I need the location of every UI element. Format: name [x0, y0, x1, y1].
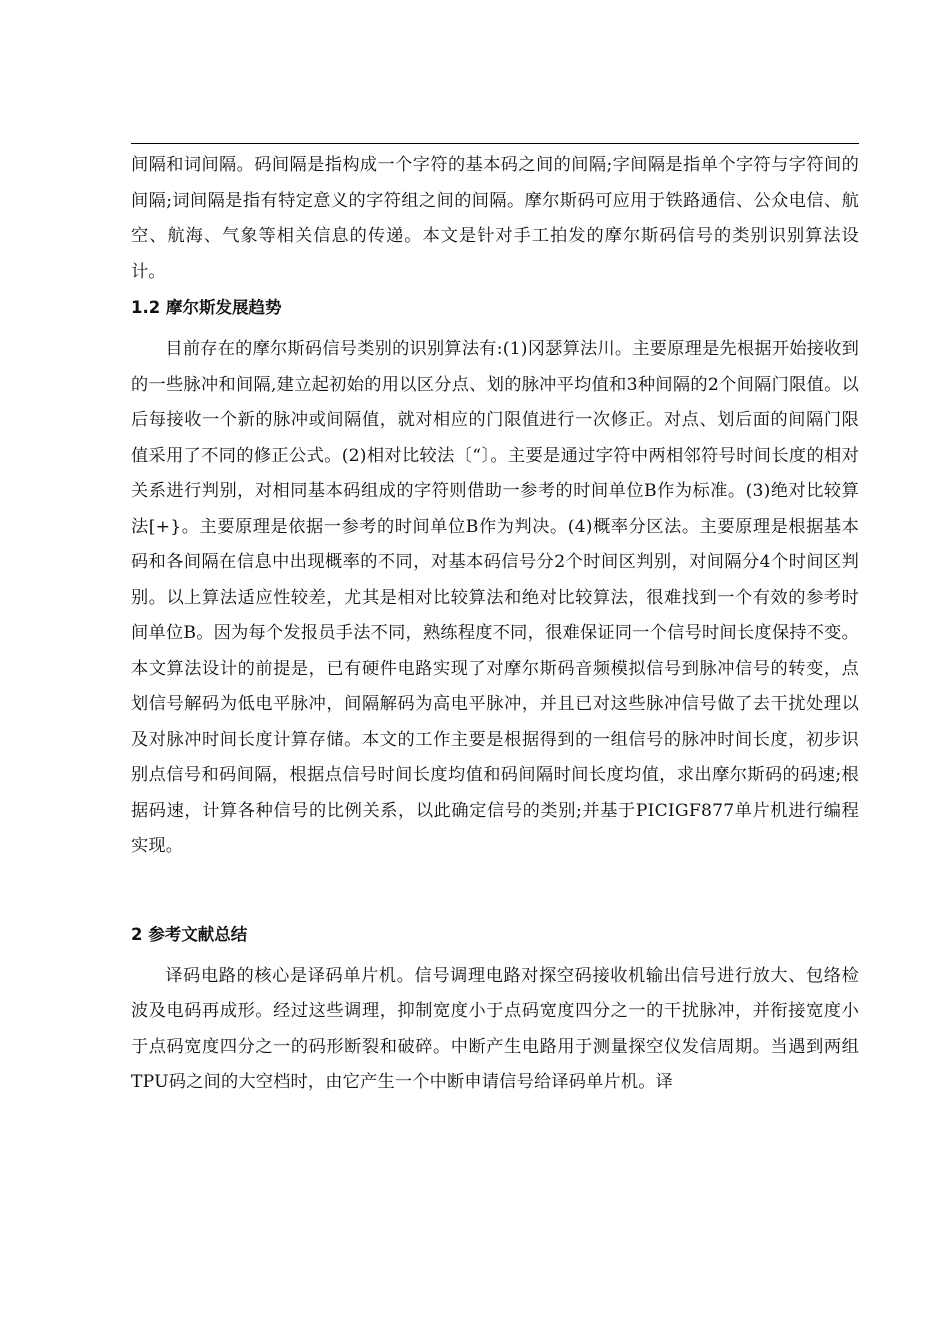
paragraph-decoder: 译码电路的核心是译码单片机。信号调理电路对探空码接收机输出信号进行放大、包络检波及电码再成形。经过这些调理，抑制宽度小于点码宽度四分之一的干扰脉冲，并衔接宽度小于点码宽度四分之一的码形断裂和破碎。中断产生电路用于测量探空仪发信周期。当遇到两组TPU码之间的大空档时，由它产生一个中断申请信号给译码单片机。译: [131, 965, 859, 1092]
paragraph-continued: 间隔和词间隔。码间隔是指构成一个字符的基本码之间的间隔;字间隔是指单个字符与字符间的间隔;词间隔是指有特定意义的字符组之间的间隔。摩尔斯码可应用于铁路通信、公众电信、航空、航海、气象等相关信息的传递。本文是针对手工拍发的摩尔斯码信号的类别识别算法设计。: [131, 155, 859, 282]
section-heading-1-2: 1.2 摩尔斯发展趋势: [131, 298, 282, 317]
section-heading-2: 2 参考文献总结: [131, 924, 248, 944]
paragraph-algorithms: 目前存在的摩尔斯码信号类别的识别算法有:(1)冈瑟算法川。主要原理是先根据开始接收到的一些脉冲和间隔,建立起初始的用以区分点、划的脉冲平均值和3种间隔的2个间隔门限值。以后每接收一个新的脉冲或间隔值，就对相应的门限值进行一次修正。对点、划后面的间隔门限值采用了不同的修正公式。(2)相对比较法〔“〕。主要是通过字符中两相邻符号时间长度的相对关系进行判别，对相同基本码组成的字符则借助一参考的时间单位B作为标准。(3)绝对比较算法[+}。主要原理是依据一参考的时间单位B作为判决。(4)概率分区法。主要原理是根据基本码和各间隔在信息中出现概率的不同，对基本码信号分2个时间区判别，对间隔分4个时间区判别。以上算法适应性较差，尤其是相对比较算法和绝对比较算法，很难找到一个有效的参考时间单位B。因为每个发报员手法不同，熟练程度不同，很难保证同一个信号时间长度保持不变。本文算法设计的前提是，已有硬件电路实现了对摩尔斯码音频模拟信号到脉冲信号的转变，点划信号解码为低电平脉冲，间隔解码为高电平脉冲，并且已对这些脉冲信号做了去干扰处理以及对脉冲时间长度计算存储。本文的工作主要是根据得到的一组信号的脉冲时间长度，初步识别点信号和码间隔，根据点信号时间长度均值和码间隔时间长度均值，求出摩尔斯码的码速;根据码速，计算各种信号的比例关系，以此确定信号的类别;并基于PICIGF877单片机进行编程实现。: [131, 339, 859, 856]
document-body: [131, 148, 859, 1101]
header-rule: [131, 143, 859, 144]
